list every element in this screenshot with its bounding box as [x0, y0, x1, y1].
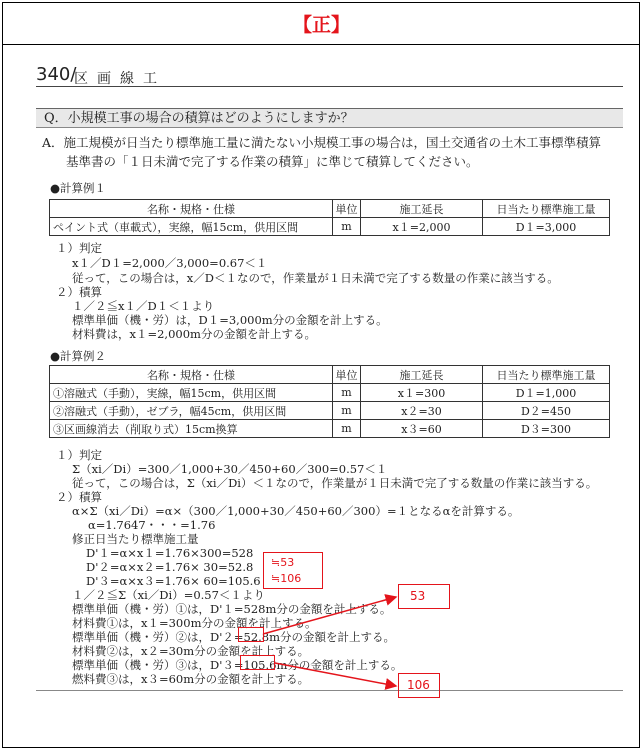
arrow-to-106 — [275, 663, 396, 686]
ex1-line: 材料費は，x１=2,000m分の金額を計上する。 — [72, 327, 316, 341]
ex2-line: 標準単価（機・労）①は，D'１=528m分の金額を計上する。 — [72, 602, 392, 616]
ex2-line: D'３=α×x３=1.76× 60=105.6 — [86, 574, 261, 588]
col-unit: 単位 — [333, 200, 361, 218]
answer-line-1: A．施工規模が日当たり標準施工量に満たない小規模工事の場合は，国土交通省の土木工事標準積算 — [42, 135, 602, 150]
ex2-line: 材料費①は，x１=300m分の金額を計上する。 — [72, 616, 317, 630]
ex2-line: ２）積算 — [56, 490, 102, 504]
ex2-line: 修正日当たり標準施工量 — [72, 532, 199, 546]
ex2-line: 材料費②は，x２=30m分の金額を計上する。 — [72, 644, 310, 658]
ex2-line: 従って，この場合は，Σ（xi／Di）＜１なので，作業量が１日未満で完了する数量の作業に該当する。 — [72, 476, 598, 490]
example2-heading: ●計算例２ — [50, 349, 107, 363]
section-number: 340/ — [36, 64, 77, 85]
ex2-line: D'２=α×x２=1.76× 30=52.8 — [86, 560, 254, 574]
answer-line-2: 基準書の「１日未満で完了する作業の積算」に準じて積算してください。 — [66, 154, 479, 169]
ex2-line: 燃料費③は，x３=60m分の金額を計上する。 — [72, 672, 310, 686]
col-length: 施工延長 — [361, 200, 483, 218]
ex2-line: α×Σ（xi／Di）=α×（300／1,000+30／450+60／300）=１となるαを計算する。 — [72, 504, 520, 518]
section-title: 区画線工 — [74, 71, 166, 87]
ex2-line: α=1.7647・・・=1.76 — [88, 518, 216, 532]
ex1-line: ２）積算 — [56, 285, 102, 299]
col-name: 名称・規格・仕様 — [50, 200, 333, 218]
table-row: ペイント式（車載式），実線，幅15cm，供用区間 m x１=2,000 D１=3,000 — [50, 218, 610, 236]
ex2-line: Σ（xi／Di）=300／1,000+30／450+60／300=0.57＜１ — [72, 462, 388, 476]
ex1-line: 標準単価（機・労）は，D１=3,000m分の金額を計上する。 — [72, 313, 388, 327]
table-row: ③区画線消去（削取り式）15cm換算 m x３=60 D３=300 — [50, 420, 610, 438]
ex1-line: １／２≦x１／D１＜１より — [72, 299, 215, 313]
ex2-line: 標準単価（機・労）③は，D'３=105.6m分の金額を計上する。 — [72, 658, 403, 672]
ex2-line: １）判定 — [56, 448, 102, 462]
table-row: ②溶融式（手動），ゼブラ，幅45cm，供用区間 m x２=30 D２=450 — [50, 402, 610, 420]
example1-heading: ●計算例１ — [50, 181, 107, 195]
ex2-line: １／２≦Σ（xi／Di）=0.57＜１より — [72, 588, 265, 602]
table-row: ①溶融式（手動），実線，幅15cm，供用区間 m x１=300 D１=1,000 — [50, 384, 610, 402]
arrow-to-53 — [263, 597, 396, 634]
ex1-line: １）判定 — [56, 241, 102, 255]
col-daily: 日当たり標準施工量 — [483, 200, 610, 218]
table-header-row: 名称・規格・仕様 単位 施工延長 日当たり標準施工量 — [50, 366, 610, 384]
approx-106-label: ≒106 — [271, 572, 302, 585]
correction-stamp: 【正】 — [292, 14, 350, 36]
callout-106-label: 106 — [407, 678, 430, 692]
approx-53-label: ≒53 — [271, 556, 295, 569]
ex2-line: 標準単価（機・労）②は，D'２=52.8m分の金額を計上する。 — [72, 630, 396, 644]
ex1-line: x１／D１=2,000／3,000=0.67＜１ — [72, 256, 268, 270]
ex1-line: 従って，この場合は，x／D＜１なので，作業量が１日未満で完了する数量の作業に該当する。 — [72, 271, 559, 285]
question-box: Q．小規模工事の場合の積算はどのようにしますか？ — [36, 108, 623, 128]
ex2-line: D'１=α×x１=1.76×300=528 — [86, 546, 254, 560]
callout-53-label: 53 — [410, 589, 426, 603]
